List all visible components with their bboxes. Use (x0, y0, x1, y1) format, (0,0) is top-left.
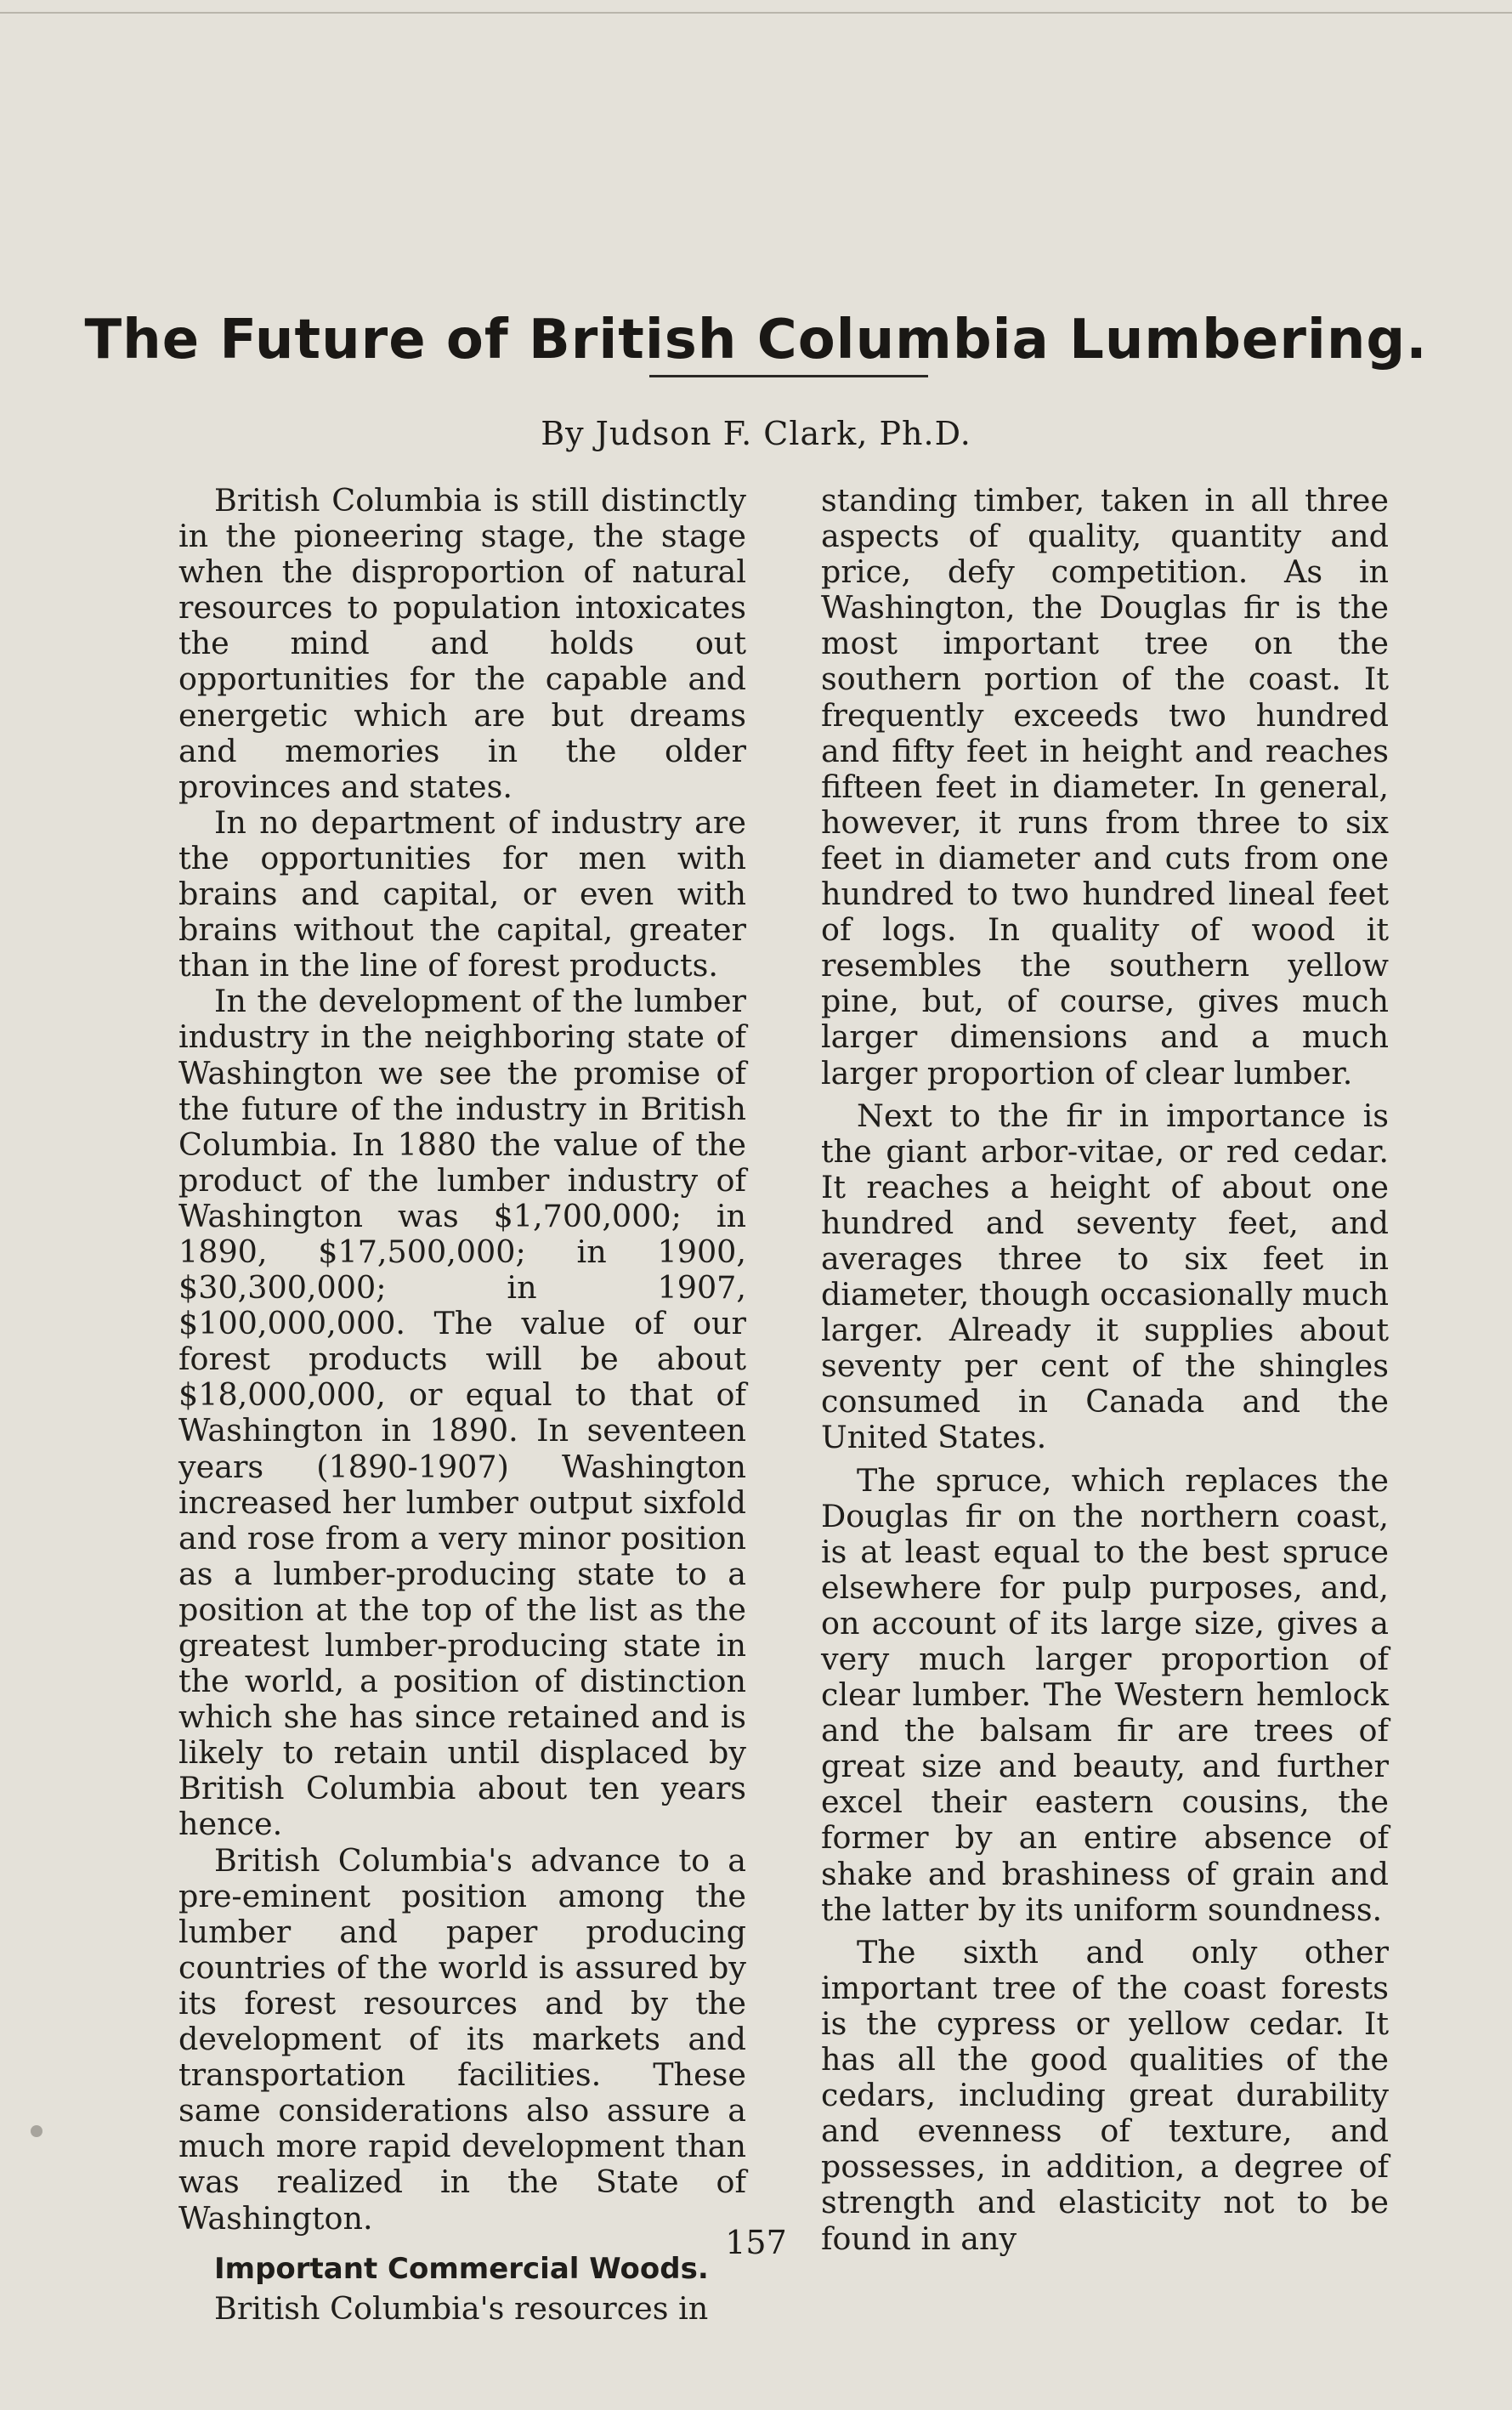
title-divider (649, 375, 928, 377)
page-smudge (31, 2125, 42, 2137)
paragraph-advance: British Columbia's advance to a pre-eminent position among the lumber and paper producing countries of the world is assured by its forest resources and by the development of its markets and transportation facilities. These same considerations also assure a much more rapid development than was realized in the State of Washington. (178, 1841, 746, 2237)
paragraph-red-cedar: Next to the fir in importance is the giant arbor-vitae, or red cedar. It reaches a height of about one hundred and seventy feet, and averages three to six feet in diameter, though occasionally much larger. Already it supplies about seventy per cent of the shingles consumed in Canada and the United States. (821, 1097, 1389, 1456)
paragraph-resources-continued: standing timber, taken in all three aspects of quality, quantity and price, defy competition. As in Washington, the Douglas fir is the most important tree on the southern portion of the coast. It frequently exceeds two hundred and fifty feet in height and reaches fifteen feet in diameter. In general, however, it runs from three to six feet in diameter and cuts from one hundred to two hundred lineal feet of logs. In quality of wood it resembles the southern yellow pine, but, of course, gives much larger dimensions and a much larger proportion of clear lumber. (821, 482, 1389, 1092)
article-title: The Future of British Columbia Lumbering. (84, 308, 1428, 371)
section-heading-commercial-woods: Important Commercial Woods. (214, 2251, 709, 2286)
paragraph-opportunities: In no department of industry are the opportunities for men with brains and capital, or even with brains without the capital, greater than in the line of forest products. (178, 803, 746, 984)
paragraph-spruce: The spruce, which replaces the Douglas fir on the northern coast, is at least equal to the best spruce elsewhere for pulp purposes, and, on account of its large size, gives a very much larger proportion of clear lumber. The Western hemlock and the balsam fir are trees of great size and beauty, and further excel their eastern cousins, the former by an entire absence of shake and brashiness of grain and the latter by its uniform soundness. (821, 1461, 1389, 1928)
paragraph-washington-development: In the development of the lumber industry in the neighboring state of Washington we see the promise of the future of the industry in British Columbia. In 1880 the value of the product of the lumber industry of Washington was $1,700,000; in 1890, $17,500,000; in 1900, $30,300,000; in 1907, $100,000,000. The value of our forest products will be about $18,000,000, or equal to that of Washington in 1890. In seventeen years (1890-1907) Washington increased her lumber output sixfold and rose from a very minor position as a lumber-producing state to a position at the top of the list as the greatest lumber-producing state in the world, a position of distinction which she has since retained and is likely to retain until displaced by British Columbia about ten years hence. (178, 983, 746, 1843)
page-number: 157 (725, 2224, 787, 2261)
paragraph-cypress: The sixth and only other important tree of the coast forests is the cypress or yellow cedar. It has all the good qualities of the cedars, including great durability and evenness of texture, and possesses, in addition, a degree of strength and elasticity not to be found in any (821, 1933, 1389, 2257)
page-top-rule (0, 0, 1512, 14)
paragraph-pioneering: British Columbia is still distinctly in the pioneering stage, the stage when the disproportion of natural resources to population intoxicates the mind and holds out opportunities for the capable and energetic which are but dreams and memories in the older provinces and states. (178, 482, 746, 805)
paragraph-resources-start: British Columbia's resources in (214, 2289, 709, 2327)
right-column (821, 483, 1389, 2264)
article-byline: By Judson F. Clark, Ph.D. (541, 415, 971, 452)
left-column (178, 483, 746, 2327)
